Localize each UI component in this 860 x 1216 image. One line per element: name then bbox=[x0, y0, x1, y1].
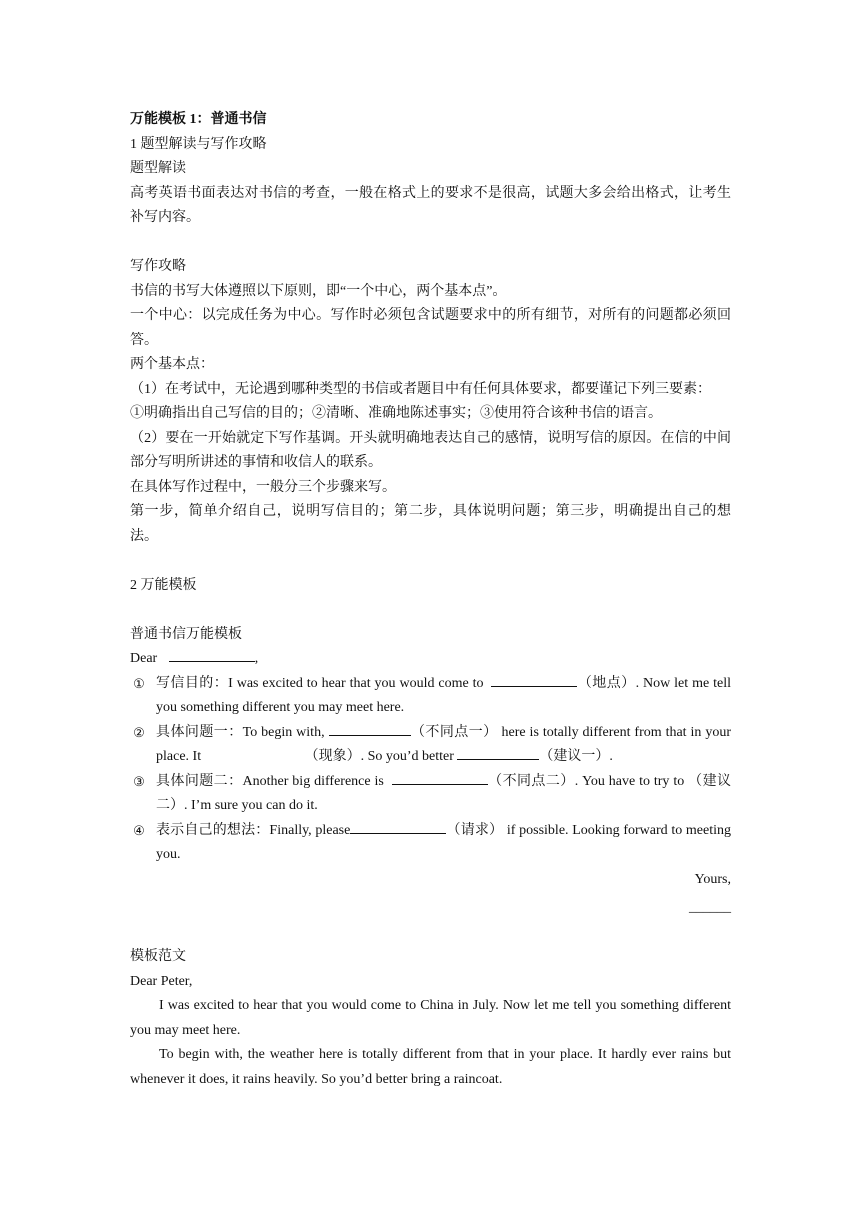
template-item-3 bbox=[130, 770, 731, 819]
spacer bbox=[130, 598, 731, 623]
section-heading-2: 2 万能模板 bbox=[130, 577, 197, 593]
sample-paragraph-1: I was excited to hear that you would come to China in July. Now let me tell you something different you may meet here. bbox=[130, 998, 731, 1038]
sample-title: 模板范文 bbox=[130, 949, 186, 964]
difference-blank bbox=[329, 721, 411, 736]
document-page bbox=[130, 108, 731, 1092]
paragraph-point-1: （1）在考试中，无论遇到哪种类型的书信或者题目中有任何具体要求，都要谨记下列三要素： bbox=[130, 381, 711, 397]
item-text: 表示自己的想法：Finally, please bbox=[156, 822, 351, 838]
place-blank bbox=[491, 672, 577, 687]
salutation-dear: Dear bbox=[130, 651, 158, 666]
paragraph-process: 在具体写作过程中，一般分三个步骤来写。 bbox=[130, 479, 396, 495]
spacer bbox=[130, 231, 731, 256]
paragraph-center: 一个中心：以完成任务为中心。写作时必须包含试题要求中的所有细节，对所有的问题都必须回答。 bbox=[130, 308, 731, 348]
template-item-2 bbox=[130, 721, 731, 770]
item-text: （请求） if possible. Looking forward to meeting you. bbox=[156, 822, 731, 862]
template-salutation bbox=[130, 647, 731, 672]
item-text: （地点）. Now let me tell you something different you may meet here. bbox=[156, 675, 731, 715]
salutation-comma: , bbox=[254, 651, 259, 666]
closing-yours: Yours, bbox=[694, 871, 731, 887]
template-title: 普通书信万能模板 bbox=[130, 626, 242, 642]
item-text: （建议一）. bbox=[539, 749, 613, 764]
suggestion-blank bbox=[457, 745, 539, 760]
paragraph-analysis: 高考英语书面表达对书信的考查，一般在格式上的要求不是很高，试题大多会给出格式，让考生补写内容。 bbox=[130, 185, 731, 225]
paragraph-elements: ①明确指出自己写信的目的；②清晰、准确地陈述事实；③使用符合该种书信的语言。 bbox=[130, 406, 662, 421]
item-text: （不同点二）. You have to try to （建议二）. I’m sure you can do it. bbox=[156, 773, 731, 813]
subheading-strategy: 写作攻略 bbox=[130, 259, 186, 274]
request-blank bbox=[350, 819, 446, 834]
template-item-1 bbox=[130, 672, 731, 721]
item-text: 具体问题二：Another big difference is bbox=[156, 773, 388, 789]
item-text: 写信目的：I was excited to hear that you would come to bbox=[156, 675, 488, 691]
spacer bbox=[130, 921, 731, 946]
item-number: ③ bbox=[133, 773, 145, 789]
spacer bbox=[130, 549, 731, 574]
section-heading-1: 1 题型解读与写作攻略 bbox=[130, 136, 267, 152]
document-title: 万能模板 1：普通书信 bbox=[130, 112, 267, 127]
item-number: ② bbox=[133, 724, 145, 740]
paragraph-basic-points: 两个基本点： bbox=[130, 357, 214, 372]
item-text: 具体问题一：To begin with, bbox=[156, 724, 329, 740]
subheading-analysis: 题型解读 bbox=[130, 161, 186, 176]
paragraph-point-2: （2）要在一开始就定下写作基调。开头就明确地表达自己的感情，说明写信的原因。在信的中间部分写明所讲述的事情和收信人的联系。 bbox=[130, 430, 731, 470]
template-item-4 bbox=[130, 819, 731, 868]
item-number: ① bbox=[133, 675, 145, 691]
paragraph-principle: 书信的书写大体遵照以下原则，即“一个中心，两个基本点”。 bbox=[130, 283, 507, 299]
item-text: （不同点一） here is totally different from that in your place. It bbox=[156, 724, 731, 764]
sample-salutation: Dear Peter, bbox=[130, 973, 193, 989]
item-number: ④ bbox=[133, 822, 145, 838]
signature-line: ______ bbox=[689, 900, 731, 915]
difference-blank bbox=[392, 770, 488, 785]
item-text: （现象）. So you’d better bbox=[304, 749, 458, 764]
sample-paragraph-2: To begin with, the weather here is totally different from that in your place. It hardly ever rains but whenever it does, it rains heavily. So you’d better bring a raincoat. bbox=[130, 1047, 731, 1087]
paragraph-steps: 第一步，简单介绍自己，说明写信目的；第二步，具体说明问题；第三步，明确提出自己的想法。 bbox=[130, 504, 731, 544]
recipient-blank bbox=[169, 647, 255, 662]
